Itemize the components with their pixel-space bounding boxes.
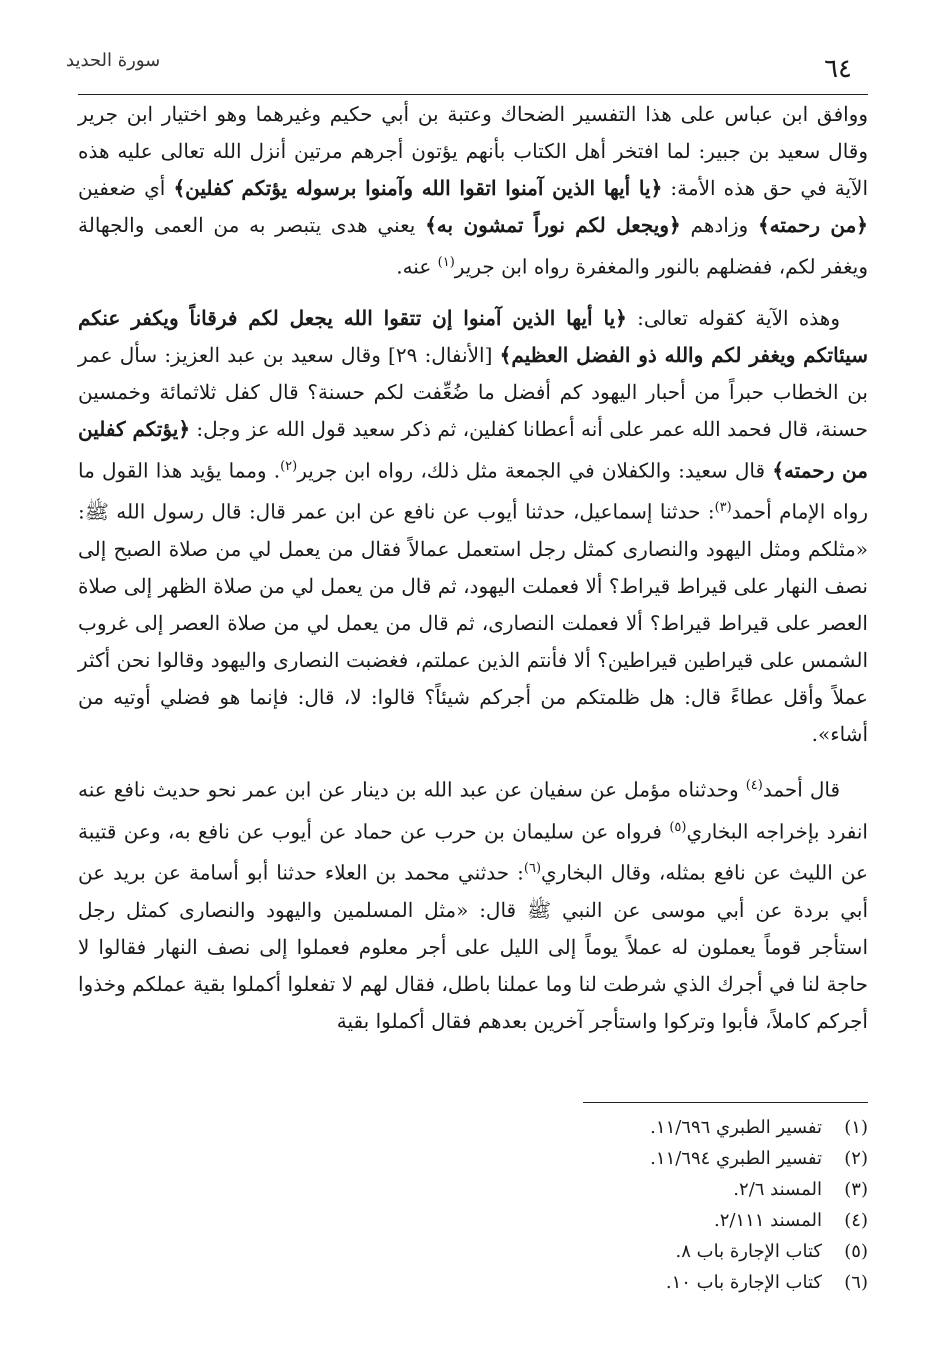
- footnote-text: تفسير الطبري ١١/٦٩٦.: [650, 1117, 822, 1138]
- paragraph: [78, 96, 868, 286]
- text-segment: وحدثناه مؤمل عن سفيان عن عبد الله بن دينار عن ابن عمر نحو حديث نافع عنه انفرد بإخراجه البخاري: [78, 777, 868, 844]
- text-segment: يعني هدى يتبصر به من العمى والجهالة ويغفر لكم، ففضلهم بالنور والمغفرة رواه ابن جرير: [78, 213, 868, 279]
- text-segment: [الأنفال: ٢٩] وقال سعيد بن عبد العزيز: سأل عمر بن الخطاب حبراً من أحبار اليهود كم أفضل ما ضُعِّفت لكم حسنة؟ قال كفل ثلاثمائة وخمسين حسنة، قال فحمد الله عمر على أنه أعطانا كفلين، ثم ذكر سعيد قول الله عز وجل:: [78, 342, 868, 441]
- footnote-item: [448, 1236, 868, 1267]
- footnote-ref: (٥): [669, 819, 687, 835]
- footnote-ref: (٤): [745, 777, 763, 793]
- text-segment: قال سعيد: والكفلان في الجمعة مثل ذلك، رواه ابن جرير: [297, 458, 773, 483]
- text-segment: أي ضعفين: [78, 176, 174, 200]
- footnote-text: المسند ٢/٦.: [733, 1179, 822, 1200]
- text-segment: ووافق ابن عباس على هذا التفسير الضحاك وعتبة بن أبي حكيم وغيرهما وهو اختيار ابن جرير وقال سعيد بن جبير: لما افتخر أهل الكتاب بأنهم يؤتون أجرهم مرتين أنزل الله تعالى عليه هذه الآية في حق هذه الأمة:: [78, 102, 869, 200]
- quran-verse: ﴿من رحمته﴾: [757, 213, 869, 237]
- text-segment: : حدثني محمد بن العلاء حدثنا أبو أسامة عن بريد عن أبي بردة عن أبي موسى عن النبي ﷺ قال: «مثل المسلمين واليهود والنصارى كمثل رجل استأجر قوماً يعملون له عملاً يوماً إلى الليل على أجر معلوم فعملوا إلى نصف النهار فقالوا لا حاجة لنا في أجرك الذي شرطت لنا وما عملنا باطل، فقال لهم لا تفعلوا أكملوا بقية عملكم وخذوا أجركم كاملاً، فأبوا وتركوا واستأجر آخرين بعدهم فقال أكملوا بقية: [78, 860, 869, 1033]
- footnote-item: [448, 1267, 868, 1298]
- footnote-text: تفسير الطبري ١١/٦٩٤.: [650, 1148, 822, 1169]
- text-segment: وزادهم: [680, 213, 758, 237]
- footnotes: [448, 1112, 868, 1298]
- quran-verse: ﴿يا أيها الذين آمنوا اتقوا الله وآمنوا برسوله يؤتكم كفلين﴾: [173, 176, 663, 200]
- quran-verse: ﴿يا أيها الذين آمنوا إن تتقوا الله يجعل لكم فرقاناً ويكفر عنكم سيئاتكم ويغفر لكم والله ذو الفضل العظيم﴾: [78, 305, 869, 367]
- text-segment: فرواه عن سليمان بن حرب عن حماد عن أيوب عن نافع به، وعن قتيبة عن الليث عن نافع بمثله، وقال البخاري: [78, 819, 868, 885]
- quran-verse: ﴿ويجعل لكم نوراً تمشون به﴾: [425, 213, 681, 237]
- text-segment: . ومما يؤيد هذا القول ما رواه الإمام أحمد: [78, 458, 868, 524]
- header-divider: [78, 94, 868, 95]
- paragraph: [78, 767, 868, 1040]
- footnote-ref: (٣): [714, 500, 732, 516]
- footnote-text: كتاب الإجارة باب ١٠.: [665, 1272, 822, 1293]
- text-segment: عنه.: [396, 254, 438, 279]
- main-text: [78, 96, 868, 1054]
- paragraph: [78, 300, 868, 753]
- text-segment: قال أحمد: [762, 777, 840, 802]
- footnote-number: (٦): [844, 1272, 868, 1293]
- footnote-number: (٥): [844, 1241, 868, 1262]
- footnote-item: [448, 1143, 868, 1174]
- footnote-number: (١): [844, 1117, 868, 1138]
- footnote-number: (٣): [844, 1179, 868, 1200]
- footnote-text: المسند ٢/١١١.: [713, 1210, 822, 1231]
- footnote-ref: (١): [437, 255, 455, 270]
- page-number: ٦٤: [824, 54, 852, 84]
- footnote-ref: (٢): [280, 458, 298, 474]
- text-segment: وهذه الآية كقوله تعالى:: [626, 305, 840, 330]
- footnote-ref: (٦): [523, 861, 542, 877]
- text-segment: : حدثنا إسماعيل، حدثنا أيوب عن نافع عن ابن عمر قال: قال رسول الله ﷺ: «مثلكم ومثل اليهود والنصارى كمثل رجل استعمل عمالاً فقال من يعمل لي من صلاة الصبح إلى نصف النهار على قيراط قيراط؟ ألا فعملت اليهود، ثم قال من يعمل لي من صلاة الظهر إلى صلاة العصر على قيراط قيراط؟ ألا فعملت النصارى، ثم قال من يعمل لي من صلاة العصر إلى غروب الشمس على قيراطين قيراطين؟ ألا فأنتم الذين عملتم، فغضبت النصارى واليهود وقالوا نحن أكثر عملاً وأقل عطاءً قال: هل ظلمتكم من أجركم شيئاً؟ قالوا: لا، قال: فإنما هو فضلي أوتيه من أشاء».: [78, 499, 868, 746]
- footnote-item: [448, 1205, 868, 1236]
- footnote-divider: [583, 1102, 868, 1103]
- footnote-item: [448, 1174, 868, 1205]
- quran-verse: ﴿يؤتكم كفلين من رحمته﴾: [78, 416, 868, 483]
- surah-title: سورة الحديد: [66, 50, 161, 71]
- footnote-number: (٢): [844, 1148, 868, 1169]
- footnote-number: (٤): [844, 1210, 868, 1231]
- footnote-text: كتاب الإجارة باب ٨.: [675, 1241, 822, 1262]
- footnote-item: [448, 1112, 868, 1143]
- page-header: [62, 42, 862, 90]
